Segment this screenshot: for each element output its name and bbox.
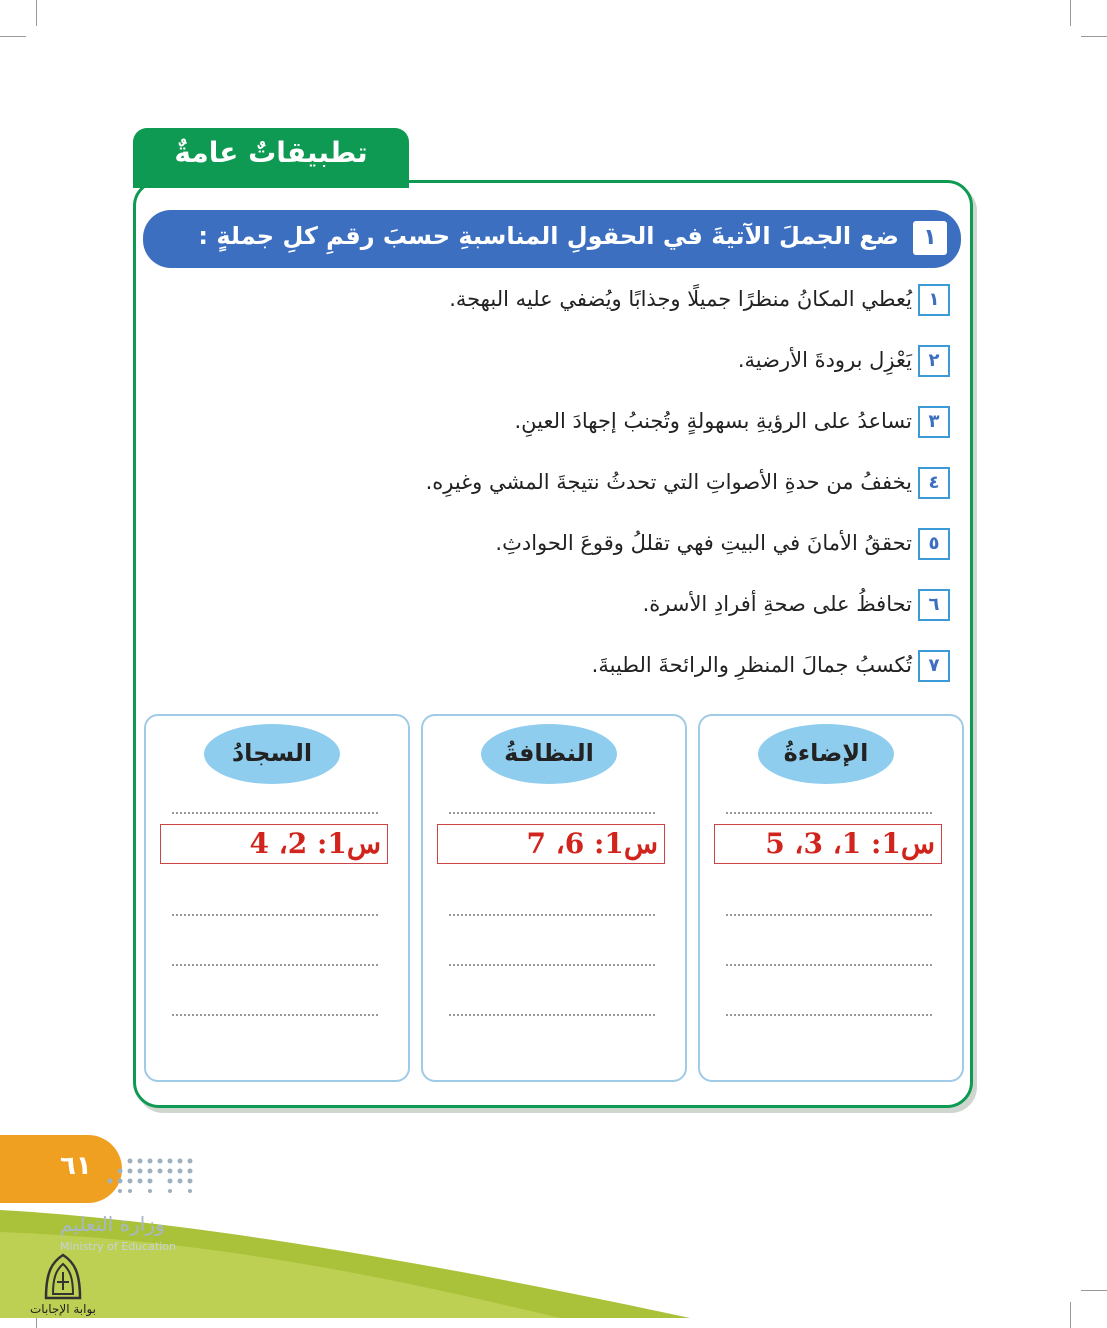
dotted-line: [726, 964, 932, 966]
sentence-number: ٤: [918, 467, 950, 499]
instruction-banner: [143, 210, 961, 268]
sentence-text: تحققُ الأمانَ في البيتِ فهي تقللُ وقوعَ الحوادثِ.: [495, 531, 912, 555]
section-tab: [133, 128, 409, 188]
answer-field[interactable]: س1: 6، 7: [437, 824, 665, 864]
column-carpet: [144, 714, 410, 1082]
dotted-line: [449, 1014, 655, 1016]
sentence-item: [495, 528, 950, 560]
instruction-text: ضع الجملَ الآتيةَ في الحقولِ المناسبةِ حسبَ رقمِ كلِ جملةٍ :: [198, 222, 899, 250]
crop-mark: [1070, 0, 1071, 26]
dotted-line: [172, 964, 378, 966]
page-number: ٦١: [60, 1151, 92, 1181]
ministry-name-en: Ministry of Education: [60, 1240, 177, 1253]
dotted-line: [726, 812, 932, 814]
crop-mark: [1081, 1290, 1107, 1291]
answers-portal-logo-icon: [40, 1252, 86, 1300]
sentence-item: [643, 589, 950, 621]
column-lighting: [698, 714, 964, 1082]
sentence-item: [449, 284, 950, 316]
column-cleanliness: [421, 714, 687, 1082]
dotted-line: [172, 914, 378, 916]
dotted-line: [449, 812, 655, 814]
column-title: السجادُ: [204, 724, 340, 784]
dotted-line: [726, 914, 932, 916]
instruction-number: ١: [913, 221, 947, 255]
sentence-number: ٥: [918, 528, 950, 560]
sentence-number: ٢: [918, 345, 950, 377]
crop-mark: [1070, 1302, 1071, 1328]
sentence-item: [738, 345, 950, 377]
answer-field[interactable]: س1: 1، 3، 5: [714, 824, 942, 864]
sentence-item: [426, 467, 950, 499]
sentence-number: ٦: [918, 589, 950, 621]
crop-mark: [36, 0, 37, 26]
sentence-number: ٣: [918, 406, 950, 438]
sentence-text: يُعطي المكانُ منظرًا جميلًا وجذابًا ويُضفي عليه البهجة.: [449, 287, 912, 311]
dotted-line: [172, 1014, 378, 1016]
dotted-line: [172, 812, 378, 814]
column-title: النظافةُ: [481, 724, 617, 784]
sentence-text: يَعْزِل برودةَ الأرضية.: [737, 348, 912, 372]
sentence-number: ٧: [918, 650, 950, 682]
sentence-number: ١: [918, 284, 950, 316]
ministry-logo-dots: [62, 1155, 198, 1195]
dotted-line: [726, 1014, 932, 1016]
answer-field[interactable]: س1: 2، 4: [160, 824, 388, 864]
dotted-line: [449, 914, 655, 916]
answers-portal-brand: بوابة الإجابات: [30, 1302, 97, 1316]
sentence-text: تُكسبُ جمالَ المنظرِ والرائحةَ الطيبةَ.: [591, 653, 912, 677]
crop-mark: [1081, 36, 1107, 37]
sentence-text: تحافظُ على صحةِ أفرادِ الأسرة.: [642, 592, 912, 616]
column-title: الإضاءةُ: [758, 724, 894, 784]
crop-mark: [0, 36, 26, 37]
sentence-item: [514, 406, 950, 438]
sentence-text: تساعدُ على الرؤيةِ بسهولةٍ وتُجنبُ إجهادَ العينِ.: [514, 409, 912, 433]
ministry-name-ar: وزارة التعليم: [60, 1212, 165, 1236]
sentence-text: يخففُ من حدةِ الأصواتِ التي تحدثُ نتيجةَ المشي وغيرِه.: [425, 470, 912, 494]
section-title: تطبيقاتٌ عامةٌ: [174, 136, 368, 169]
sentence-item: [592, 650, 950, 682]
dotted-line: [449, 964, 655, 966]
